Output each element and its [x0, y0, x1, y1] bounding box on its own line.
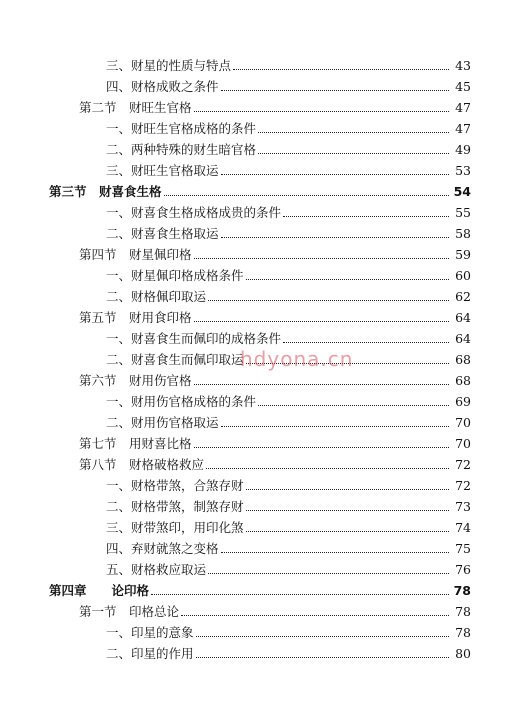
toc-section-title: 第一节 印格总论	[79, 604, 180, 619]
toc-entry[interactable]	[106, 158, 471, 179]
dot-leader	[258, 404, 449, 406]
toc-entry[interactable]	[106, 620, 471, 641]
toc-chapter[interactable]	[49, 179, 471, 200]
dot-leader	[246, 488, 449, 490]
toc-section-title: 第五节 财用食印格	[79, 310, 192, 325]
toc-entry[interactable]	[106, 557, 471, 578]
toc-entry-page: 64	[455, 331, 471, 346]
toc-entry-title: 二、两种特殊的财生暗官格	[106, 142, 257, 157]
toc-entry-page: 43	[455, 58, 471, 73]
toc-entry-page: 58	[455, 226, 471, 241]
dot-leader	[258, 131, 449, 133]
toc-entry-title: 三、财旺生官格取运	[106, 163, 219, 178]
dot-leader	[221, 236, 449, 238]
toc-entry[interactable]	[106, 326, 471, 347]
toc-entry[interactable]	[106, 53, 471, 74]
dot-leader	[258, 152, 449, 154]
toc-entry-title: 二、财喜食生格取运	[106, 226, 219, 241]
dot-leader	[221, 551, 449, 553]
toc-entry-title: 二、财格带煞，制煞存财	[106, 499, 244, 514]
dot-leader	[196, 656, 449, 658]
toc-entry-page: 60	[455, 268, 471, 283]
toc-section[interactable]	[79, 599, 471, 620]
toc-entry-page: 49	[455, 142, 471, 157]
dot-leader	[221, 89, 449, 91]
toc-entry-title: 三、财带煞印，用印化煞	[106, 520, 244, 535]
dot-leader	[194, 383, 449, 385]
toc-entry-title: 二、财格佩印取运	[106, 289, 207, 304]
toc-entry-title: 五、财格救应取运	[106, 562, 207, 577]
toc-section-page: 78	[455, 604, 471, 619]
toc-entry-page: 53	[455, 163, 471, 178]
dot-leader	[221, 173, 449, 175]
toc-section[interactable]	[79, 242, 471, 263]
toc-section[interactable]	[79, 452, 471, 473]
toc-entry-title: 一、财用伤官格成格的条件	[106, 394, 257, 409]
dot-leader	[208, 572, 449, 574]
toc-entry-page: 69	[455, 394, 471, 409]
toc-entry[interactable]	[106, 536, 471, 557]
dot-leader	[246, 530, 449, 532]
toc-entry[interactable]	[106, 116, 471, 137]
toc-entry-title: 一、财旺生官格成格的条件	[106, 121, 257, 136]
toc-chapter-page: 78	[453, 583, 471, 598]
dot-leader	[196, 635, 449, 637]
toc-entry-page: 80	[455, 646, 471, 661]
toc-entry-page: 68	[455, 352, 471, 367]
toc-section-page: 68	[455, 373, 471, 388]
toc-entry[interactable]	[106, 74, 471, 95]
toc-entry-page: 76	[455, 562, 471, 577]
toc-entry[interactable]	[106, 515, 471, 536]
toc-entry-title: 一、财喜食生格成格成贵的条件	[106, 205, 282, 220]
toc-section-page: 47	[455, 100, 471, 115]
toc-section-title: 第二节 财旺生官格	[79, 100, 192, 115]
toc-entry[interactable]	[106, 473, 471, 494]
toc-entry[interactable]	[106, 137, 471, 158]
toc-entry-title: 一、印星的意象	[106, 625, 194, 640]
toc-entry-title: 二、财用伤官格取运	[106, 415, 219, 430]
toc-entry-title: 一、财喜食生而佩印的成格条件	[106, 331, 282, 346]
toc-entry[interactable]	[106, 263, 471, 284]
toc-entry[interactable]	[106, 410, 471, 431]
toc-section-title: 第七节 用财喜比格	[79, 436, 192, 451]
toc-entry-title: 二、财喜食生而佩印取运	[106, 352, 244, 367]
dot-leader	[194, 320, 449, 322]
toc-entry[interactable]	[106, 221, 471, 242]
toc-entry-page: 47	[455, 121, 471, 136]
watermark: hdyona.cn	[240, 347, 354, 371]
toc-entry-title: 一、财星佩印格成格条件	[106, 268, 244, 283]
toc-section-title: 第六节 财用伤官格	[79, 373, 192, 388]
dot-leader	[164, 194, 449, 196]
toc-entry-page: 55	[455, 205, 471, 220]
dot-leader	[206, 467, 449, 469]
dot-leader	[246, 278, 449, 280]
toc-entry-title: 一、财格带煞，合煞存财	[106, 478, 244, 493]
dot-leader	[283, 341, 449, 343]
dot-leader	[194, 446, 449, 448]
toc-entry-page: 75	[455, 541, 471, 556]
toc-entry-page: 62	[455, 289, 471, 304]
toc-chapter-title: 第四章 论印格	[49, 583, 150, 598]
toc-chapter-title: 第三节 财喜食生格	[49, 184, 162, 199]
toc-chapter[interactable]	[49, 578, 471, 599]
toc-entry-page: 73	[455, 499, 471, 514]
toc-section-page: 64	[455, 310, 471, 325]
toc-section-page: 59	[455, 247, 471, 262]
toc-entry-page: 78	[455, 625, 471, 640]
toc-entry[interactable]	[106, 641, 471, 662]
toc-entry-title: 三、财星的性质与特点	[106, 58, 232, 73]
dot-leader	[181, 614, 449, 616]
toc-section-page: 70	[455, 436, 471, 451]
toc-entry[interactable]	[106, 284, 471, 305]
toc-entry-title: 四、财格成败之条件	[106, 79, 219, 94]
toc-entry-page: 45	[455, 79, 471, 94]
toc-entry-page: 74	[455, 520, 471, 535]
dot-leader	[151, 593, 449, 595]
dot-leader	[246, 509, 449, 511]
toc-section-title: 第四节 财星佩印格	[79, 247, 192, 262]
toc-entry-page: 72	[455, 478, 471, 493]
toc-section[interactable]	[79, 95, 471, 116]
dot-leader	[194, 257, 449, 259]
dot-leader	[208, 299, 449, 301]
toc-entry[interactable]	[106, 494, 471, 515]
toc-chapter-page: 54	[453, 184, 471, 199]
toc-section-page: 72	[455, 457, 471, 472]
toc-section[interactable]	[79, 368, 471, 389]
toc-entry[interactable]	[106, 200, 471, 221]
dot-leader	[221, 425, 449, 427]
toc-section[interactable]	[79, 431, 471, 452]
toc-section-title: 第八节 财格破格救应	[79, 457, 205, 472]
toc-entry[interactable]	[106, 389, 471, 410]
dot-leader	[283, 215, 449, 217]
toc-entry-page: 70	[455, 415, 471, 430]
toc-entry-title: 二、印星的作用	[106, 646, 194, 661]
toc-section[interactable]	[79, 305, 471, 326]
dot-leader	[194, 110, 449, 112]
toc-entry-title: 四、弃财就煞之变格	[106, 541, 219, 556]
dot-leader	[233, 68, 449, 70]
